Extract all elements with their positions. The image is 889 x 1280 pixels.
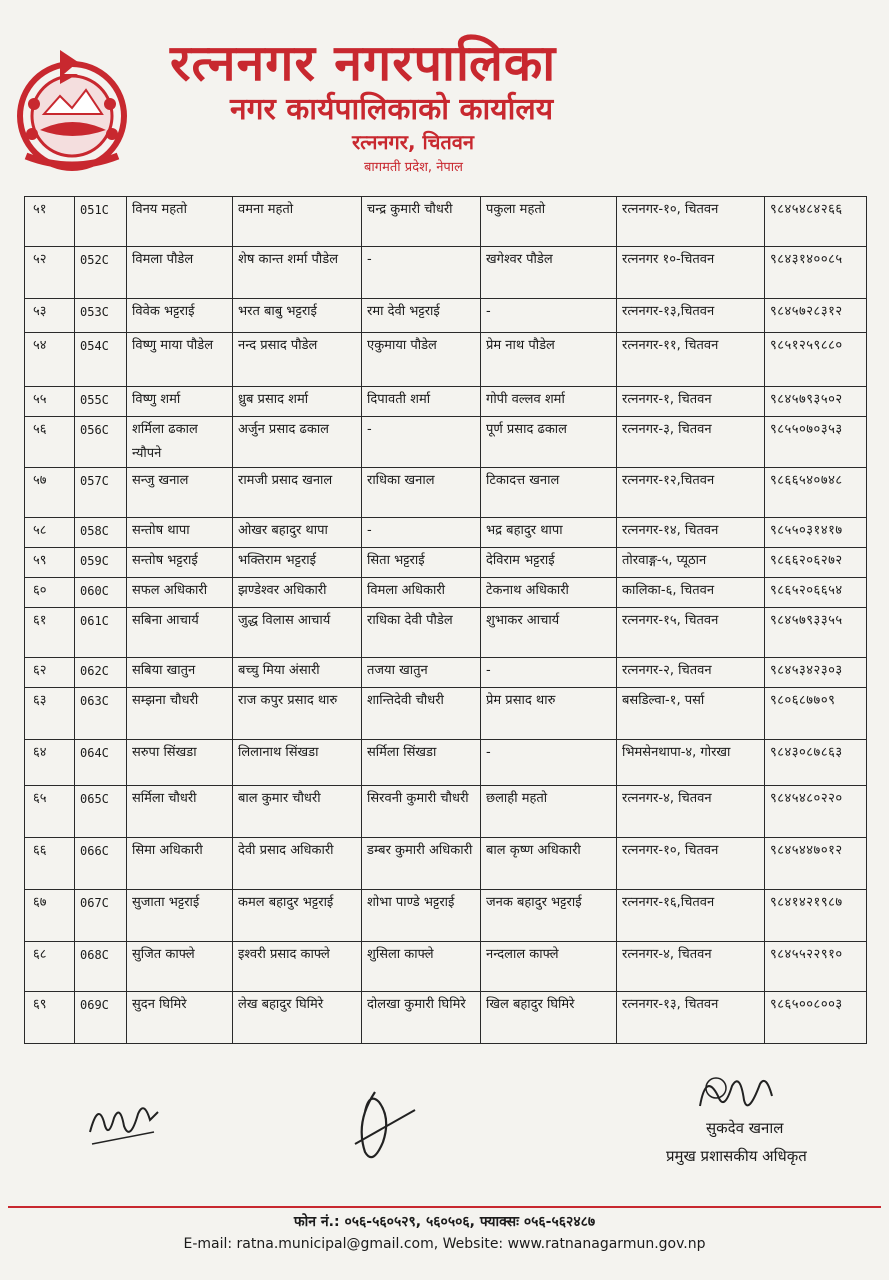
records-table-wrap [24,196,867,1044]
cell-name: सिमा अधिकारी [127,838,233,890]
cell-sn: ५८ [25,518,75,548]
cell-spouse: छलाही महतो [481,786,617,838]
cell-spouse: - [481,299,617,333]
cell-sn: ६२ [25,658,75,688]
cell-code: 062C [75,658,127,688]
cell-sn: ६७ [25,890,75,942]
cell-father: नन्द प्रसाद पौडेल [233,333,362,387]
cell-father: इश्वरी प्रसाद काफ्ले [233,942,362,992]
cell-name: विष्णु माया पौडेल [127,333,233,387]
table-row [25,658,867,688]
cell-name: सुजाता भट्टराई [127,890,233,942]
cell-phone: ९८४५३४२३०३ [765,658,867,688]
office-province: बागमती प्रदेश, नेपाल [364,160,463,175]
officer-title: प्रमुख प्रशासकीय अधिकृत [666,1147,807,1165]
cell-address: बसडिल्वा-१, पर्सा [617,688,765,740]
cell-sn: ५२ [25,247,75,299]
cell-mother: - [362,417,481,468]
cell-phone: ९८४५७२८३१२ [765,299,867,333]
footer-phone: फोन नं.: ०५६-५६०५२९, ५६०५०६, फ्याक्सः ०५६-५६२४८७ [293,1214,596,1230]
municipality-title: रत्ननगर नगरपालिका [170,34,557,92]
cell-name: सबिया खातुन [127,658,233,688]
cell-address: रत्ननगर-४, चितवन [617,786,765,838]
cell-sn: ६८ [25,942,75,992]
cell-mother: सिरवनी कुमारी चौधरी [362,786,481,838]
table-row [25,688,867,740]
cell-address: तोरवाङ्ग-५, प्यूठान [617,548,765,578]
cell-address: रत्ननगर-१५, चितवन [617,608,765,658]
cell-spouse: देविराम भट्टराई [481,548,617,578]
cell-mother: शोभा पाण्डे भट्टराई [362,890,481,942]
cell-mother: शुसिला काफ्ले [362,942,481,992]
cell-phone: ९८५१२५९८८० [765,333,867,387]
table-row [25,608,867,658]
cell-father: ओखर बहादुर थापा [233,518,362,548]
table-row [25,548,867,578]
cell-mother: विमला अधिकारी [362,578,481,608]
cell-spouse: - [481,658,617,688]
cell-address: रत्ननगर-१०, चितवन [617,838,765,890]
cell-sn: ६१ [25,608,75,658]
cell-code: 064C [75,740,127,786]
cell-phone: ९८६५००८००३ [765,992,867,1044]
table-row [25,468,867,518]
cell-father: बाल कुमार चौधरी [233,786,362,838]
cell-phone: ९८६६५४०७४८ [765,468,867,518]
cell-code: 055C [75,387,127,417]
signature-right [690,1066,780,1126]
cell-spouse: शुभाकर आचार्य [481,608,617,658]
cell-father: देवी प्रसाद अधिकारी [233,838,362,890]
cell-sn: ५५ [25,387,75,417]
cell-sn: ६९ [25,992,75,1044]
cell-phone: ९८४५७९३३५५ [765,608,867,658]
cell-phone: ९८४३०८७८६३ [765,740,867,786]
cell-sn: ५३ [25,299,75,333]
cell-spouse: पकुला महतो [481,197,617,247]
cell-sn: ५९ [25,548,75,578]
cell-address: कालिका-६, चितवन [617,578,765,608]
cell-address: रत्ननगर-१०, चितवन [617,197,765,247]
cell-code: 065C [75,786,127,838]
cell-mother: दिपावती शर्मा [362,387,481,417]
cell-address: रत्ननगर-१३,चितवन [617,299,765,333]
cell-father: भक्तिराम भट्टराई [233,548,362,578]
cell-mother: एकुमाया पौडेल [362,333,481,387]
cell-father: राज कपुर प्रसाद थारु [233,688,362,740]
cell-spouse: भद्र बहादुर थापा [481,518,617,548]
cell-spouse: गोपी वल्लव शर्मा [481,387,617,417]
cell-father: बच्चु मिया अंसारी [233,658,362,688]
table-row [25,247,867,299]
cell-phone: ९८४५५२२९१० [765,942,867,992]
cell-code: 069C [75,992,127,1044]
cell-address: रत्ननगर-३, चितवन [617,417,765,468]
cell-mother: शान्तिदेवी चौधरी [362,688,481,740]
cell-spouse: जनक बहादुर भट्टराई [481,890,617,942]
table-row [25,387,867,417]
cell-father: भरत बाबु भट्टराई [233,299,362,333]
emblem-icon [14,44,130,174]
cell-sn: ६४ [25,740,75,786]
cell-code: 063C [75,688,127,740]
cell-spouse: प्रेम नाथ पौडेल [481,333,617,387]
cell-name: सुदन घिमिरे [127,992,233,1044]
cell-spouse: खगेश्वर पौडेल [481,247,617,299]
table-row [25,740,867,786]
cell-sn: ५६ [25,417,75,468]
cell-spouse: बाल कृष्ण अधिकारी [481,838,617,890]
cell-name: सन्जु खनाल [127,468,233,518]
cell-code: 068C [75,942,127,992]
office-place: रत्ननगर, चितवन [352,130,475,154]
table-row [25,299,867,333]
cell-mother: राधिका खनाल [362,468,481,518]
cell-sn: ५१ [25,197,75,247]
cell-phone: ९८४५४८०२२० [765,786,867,838]
cell-father: रामजी प्रसाद खनाल [233,468,362,518]
cell-mother: सर्मिला सिंखडा [362,740,481,786]
cell-name: सफल अधिकारी [127,578,233,608]
cell-sn: ६३ [25,688,75,740]
signature-middle [335,1082,425,1172]
cell-phone: ९८४५४४७०१२ [765,838,867,890]
cell-code: 056C [75,417,127,468]
table-row [25,890,867,942]
cell-address: रत्ननगर १०-चितवन [617,247,765,299]
table-row [25,197,867,247]
cell-father: जुद्ध विलास आचार्य [233,608,362,658]
cell-name: सरुपा सिंखडा [127,740,233,786]
footer-contact: E-mail: ratna.municipal@gmail.com, Website: www.ratnanagarmun.gov.np [183,1236,706,1252]
cell-phone: ९८६६२०६२७२ [765,548,867,578]
cell-mother: राधिका देवी पौडेल [362,608,481,658]
cell-phone: ९८५५०७०३५३ [765,417,867,468]
cell-sn: ५७ [25,468,75,518]
cell-mother: रमा देवी भट्टराई [362,299,481,333]
table-row [25,333,867,387]
cell-code: 060C [75,578,127,608]
cell-address: रत्ननगर-४, चितवन [617,942,765,992]
cell-code: 059C [75,548,127,578]
cell-name: सबिना आचार्य [127,608,233,658]
cell-name: विवेक भट्टराई [127,299,233,333]
cell-address: रत्ननगर-११, चितवन [617,333,765,387]
cell-father: वमना महतो [233,197,362,247]
cell-name: सुजित काफ्ले [127,942,233,992]
cell-address: रत्ननगर-१, चितवन [617,387,765,417]
cell-code: 052C [75,247,127,299]
cell-mother: सिता भट्टराई [362,548,481,578]
cell-sn: ५४ [25,333,75,387]
cell-phone: ९८४५७९३५०२ [765,387,867,417]
cell-address: रत्ननगर-१६,चितवन [617,890,765,942]
cell-spouse: पूर्ण प्रसाद ढकाल [481,417,617,468]
cell-code: 067C [75,890,127,942]
cell-father: झण्डेश्वर अधिकारी [233,578,362,608]
cell-address: रत्ननगर-१२,चितवन [617,468,765,518]
cell-phone: ९८०६८७७०९ [765,688,867,740]
cell-mother: डम्बर कुमारी अधिकारी [362,838,481,890]
records-table-body [25,197,867,1044]
table-row [25,786,867,838]
cell-name: सन्तोष भट्टराई [127,548,233,578]
cell-spouse: - [481,740,617,786]
cell-phone: ९८५५०३१४१७ [765,518,867,548]
cell-father: कमल बहादुर भट्टराई [233,890,362,942]
table-row [25,578,867,608]
cell-mother: चन्द्र कुमारी चौधरी [362,197,481,247]
cell-code: 054C [75,333,127,387]
table-row [25,838,867,890]
cell-spouse: प्रेम प्रसाद थारु [481,688,617,740]
cell-father: शेष कान्त शर्मा पौडेल [233,247,362,299]
officer-name: सुकदेव खनाल [706,1119,784,1137]
footer-divider [8,1206,881,1208]
cell-sn: ६६ [25,838,75,890]
cell-name: शर्मिला ढकाल न्यौपने [127,417,233,468]
cell-sn: ६० [25,578,75,608]
cell-phone: ९८४१४२१९८७ [765,890,867,942]
cell-address: रत्ननगर-१४, चितवन [617,518,765,548]
cell-spouse: टिकादत्त खनाल [481,468,617,518]
cell-name: सर्मिला चौधरी [127,786,233,838]
cell-father: लेख बहादुर घिमिरे [233,992,362,1044]
records-table [24,196,867,1044]
cell-father: लिलानाथ सिंखडा [233,740,362,786]
cell-address: भिमसेनथापा-४, गोरखा [617,740,765,786]
cell-name: विनय महतो [127,197,233,247]
cell-spouse: खिल बहादुर घिमिरे [481,992,617,1044]
cell-sn: ६५ [25,786,75,838]
cell-mother: दोलखा कुमारी घिमिरे [362,992,481,1044]
table-row [25,992,867,1044]
cell-father: ध्रुब प्रसाद शर्मा [233,387,362,417]
cell-code: 053C [75,299,127,333]
cell-code: 051C [75,197,127,247]
cell-name: सन्तोष थापा [127,518,233,548]
cell-address: रत्ननगर-२, चितवन [617,658,765,688]
cell-spouse: नन्दलाल काफ्ले [481,942,617,992]
cell-name: विमला पौडेल [127,247,233,299]
cell-code: 066C [75,838,127,890]
cell-code: 057C [75,468,127,518]
office-subtitle: नगर कार्यपालिकाको कार्यालय [230,92,554,127]
cell-phone: ९८४३१४००८५ [765,247,867,299]
table-row [25,417,867,468]
cell-mother: - [362,518,481,548]
cell-spouse: टेकनाथ अधिकारी [481,578,617,608]
cell-name: सम्झना चौधरी [127,688,233,740]
cell-phone: ९८४५४८४२६६ [765,197,867,247]
table-row [25,518,867,548]
signature-left [84,1092,164,1152]
cell-mother: - [362,247,481,299]
cell-address: रत्ननगर-१३, चितवन [617,992,765,1044]
cell-name: विष्णु शर्मा [127,387,233,417]
cell-code: 061C [75,608,127,658]
cell-phone: ९८६५२०६६५४ [765,578,867,608]
table-row [25,942,867,992]
cell-code: 058C [75,518,127,548]
cell-mother: तजया खातुन [362,658,481,688]
cell-father: अर्जुन प्रसाद ढकाल [233,417,362,468]
